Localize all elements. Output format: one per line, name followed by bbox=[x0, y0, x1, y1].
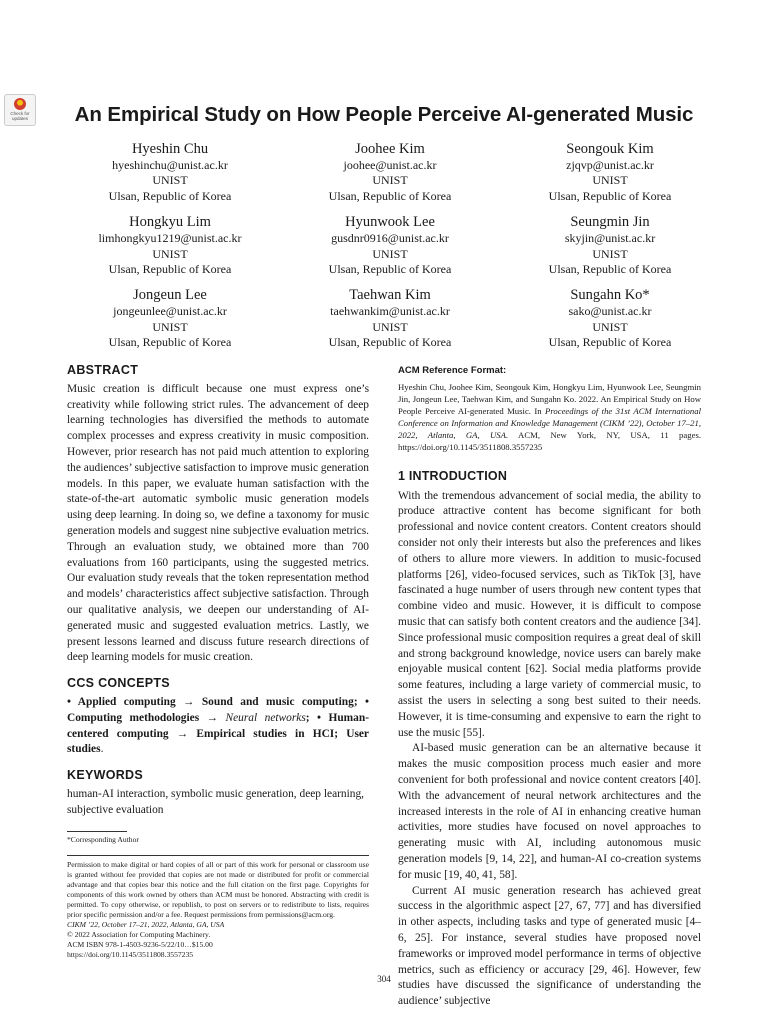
author-entry bbox=[500, 286, 720, 350]
permission-divider bbox=[67, 855, 369, 856]
permission-text: Permission to make digital or hard copies of all or part of this work for personal or classroom use is granted without fee provided that copies are not made or distributed for profit or commercial advantage and that copies bear this notice and the full citation on the first page. Copyrights for components of this work owned by others than ACM must be honored. Abstracting with credit is permitted. To copy otherwise, or republish, to post on servers or to redistribute to lists, requires prior specific permission and/or a fee. Request permissions from permissions@acm.org. bbox=[67, 859, 369, 919]
intro-paragraph: With the tremendous advancement of social media, the ability to produce attractive content has become significant for both professional and novice content creators. Content creators should consider not only their interests but also the preferences and likes of others to allure more viewers. In addition to music-focused platforms [26], video-focused services, such as TikTok [3], have fascinated a huge number of users through new content types that combine video and music. However, it is difficult to compose music that can satisfy both content creators and the audience [34]. Since professional music composition requires a great deal of skill and strong background knowledge, novice users can barely make enjoyable musical content [62]. Social media platforms provide some features, including a large variety of commercial music, to assist the users in selecting a song best suited to their needs. However, it is time-consuming and expensive to earn the right to use the music [55]. bbox=[398, 489, 701, 739]
acm-reference-tail: ACM, New York, NY, USA, 11 pages. https://doi.org/10.1145/3511808.3557235 bbox=[398, 429, 701, 452]
author-entry bbox=[60, 140, 280, 204]
author-name: Seungmin Jin bbox=[570, 214, 650, 231]
doi-link[interactable]: https://doi.org/10.1145/3511808.3557235 bbox=[67, 949, 194, 959]
author-email: jongeunlee@unist.ac.kr bbox=[113, 304, 227, 319]
left-column bbox=[67, 363, 369, 960]
abstract-heading: ABSTRACT bbox=[67, 363, 139, 377]
author-name: Hongkyu Lim bbox=[129, 214, 211, 231]
author-email: zjqvp@unist.ac.kr bbox=[566, 158, 654, 172]
check-for-updates-label: Check for updates bbox=[10, 111, 30, 121]
author-entry bbox=[500, 140, 720, 204]
author-location: Ulsan, Republic of Korea bbox=[328, 188, 452, 203]
intro-paragraph: AI-based music generation can be an alternative because it makes the music composition process much easier and more convenient for both professional and novice content creators [40]. With the advancement of neural network architectures and the increased interests in the role of AI in enhancing creative human activities, more studies have focused on novel approaches to generating music with AI, including autonomous music generation models [9, 14, 22], and human-AI co-creation systems for music [19, 40, 41, 58]. bbox=[398, 742, 701, 881]
author-location: Ulsan, Republic of Korea bbox=[548, 188, 672, 203]
author-email: gusdnr0916@unist.ac.kr bbox=[331, 231, 449, 246]
ccs-text bbox=[67, 695, 369, 758]
introduction-heading: 1 INTRODUCTION bbox=[398, 468, 508, 483]
author-location: Ulsan, Republic of Korea bbox=[108, 262, 232, 277]
footnote-divider bbox=[67, 831, 127, 832]
ccs-concept-1: • Applied computing → Sound and music computing bbox=[67, 695, 354, 708]
keywords-heading: KEYWORDS bbox=[67, 768, 144, 783]
author-affiliation: UNIST bbox=[592, 246, 628, 261]
introduction-body bbox=[398, 489, 701, 1010]
ccs-terminator: . bbox=[100, 743, 104, 756]
author-location: Ulsan, Republic of Korea bbox=[328, 262, 452, 277]
right-column bbox=[398, 363, 701, 1010]
author-email: sako@unist.ac.kr bbox=[568, 304, 652, 319]
author-location: Ulsan, Republic of Korea bbox=[548, 262, 672, 277]
author-affiliation: UNIST bbox=[592, 173, 628, 188]
author-affiliation: UNIST bbox=[592, 319, 628, 334]
author-entry bbox=[280, 213, 500, 277]
author-name: Hyeshin Chu bbox=[131, 141, 209, 157]
author-entry bbox=[280, 286, 500, 350]
author-location: Ulsan, Republic of Korea bbox=[108, 188, 232, 203]
author-affiliation: UNIST bbox=[372, 246, 408, 261]
ccs-concept-2: ; • Computing methodologies → bbox=[67, 695, 369, 724]
author-entry bbox=[60, 213, 280, 277]
author-name: Seongouk Kim bbox=[566, 141, 654, 157]
author-entry bbox=[280, 140, 500, 204]
ccs-heading: CCS CONCEPTS bbox=[67, 676, 170, 691]
author-name: Sungahn Ko* bbox=[570, 287, 650, 304]
acm-reference-authors: Hyeshin Chu, Joohee Kim, Seongouk Kim, Hongkyu Lim, Hyunwook Lee, Seungmin Jin, Jongeun Lee, Taehwan Kim, and Sungahn Ko. 2022. An Empirical Study on How People Perceive AI-generated Music. In bbox=[398, 381, 701, 416]
permission-block bbox=[67, 860, 369, 960]
author-affiliation: UNIST bbox=[372, 173, 408, 188]
author-entry bbox=[60, 286, 280, 350]
author-email: taehwankim@unist.ac.kr bbox=[330, 304, 450, 319]
conference-info: CIKM ’22, October 17–21, 2022, Atlanta, GA, USA bbox=[67, 919, 225, 929]
author-affiliation: UNIST bbox=[152, 246, 188, 261]
author-location: Ulsan, Republic of Korea bbox=[108, 335, 232, 350]
author-name: Jongeun Lee bbox=[133, 287, 207, 304]
paper-title: An Empirical Study on How People Perceive AI-generated Music bbox=[74, 103, 694, 126]
author-name: Joohee Kim bbox=[355, 141, 425, 157]
author-name: Hyunwook Lee bbox=[345, 214, 435, 231]
acm-reference-venue: Proceedings of the 31st ACM International Conference on Information and Knowledge Management (CIKM ’22), October 17–21, 2022, Atlanta, GA, USA. bbox=[398, 405, 701, 440]
author-affiliation: UNIST bbox=[152, 319, 188, 334]
author-name: Taehwan Kim bbox=[349, 287, 431, 304]
author-entry bbox=[500, 213, 720, 277]
author-location: Ulsan, Republic of Korea bbox=[328, 335, 452, 350]
abstract-text: Music creation is difficult because one must express one’s creativity while following strict rules. The advancement of deep learning technologies has diversified the methods to automate complex processes and express creativity in music composition. However, prior research has not paid much attention to exploring the audiences’ subjective satisfaction to improve music generation models. In this paper, we evaluate human satisfaction with the state-of-the-art automatic symbolic music generation models using deep learning. In doing so, we define a taxonomy for music generation models and suggest nine subjective evaluation metrics. Through an evaluation study, we obtained more than 700 evaluations from 160 participants, using the suggested metrics. Our evaluation study reveals that the token representation method and models’ characteristics affect subjective satisfaction. Through our qualitative analysis, we deepen our understanding of AI-generated music and suggested evaluation metrics. Lastly, we present lessons learned and discuss future research directions of deep learning models for music creation. bbox=[67, 382, 369, 664]
copyright-line: © 2022 Association for Computing Machinery. bbox=[67, 929, 211, 939]
author-email: skyjin@unist.ac.kr bbox=[564, 231, 656, 246]
author-affiliation: UNIST bbox=[152, 173, 188, 188]
author-email: joohee@unist.ac.kr bbox=[343, 158, 437, 172]
author-location: Ulsan, Republic of Korea bbox=[548, 335, 672, 350]
author-email: limhongkyu1219@unist.ac.kr bbox=[98, 231, 242, 246]
keywords-text: human-AI interaction, symbolic music generation, deep learning, subjective evaluation bbox=[67, 787, 365, 816]
isbn-line: ACM ISBN 978-1-4503-9236-5/22/10…$15.00 bbox=[67, 939, 213, 949]
acm-reference-heading: ACM Reference Format: bbox=[398, 365, 507, 376]
ccs-concept-3: ; • Human-centered computing → Empirical studies in HCI; User studies bbox=[67, 711, 369, 756]
ccs-concept-2-leaf: Neural networks bbox=[225, 711, 306, 724]
author-block bbox=[60, 140, 720, 351]
author-email: hyeshinchu@unist.ac.kr bbox=[112, 158, 228, 172]
corresponding-author-note: *Corresponding Author bbox=[67, 834, 139, 844]
page-number: 304 bbox=[377, 974, 391, 984]
acm-reference-text bbox=[398, 381, 701, 453]
intro-paragraph: Current AI music generation research has achieved great success in the algorithmic aspect [27, 67, 77] and has diversified in other aspects, including tasks and type of generated music [4–6, 25]. For instance, several studies have proposed novel frameworks or improved model performance in terms of objective metrics, such as efficiency or accuracy [29, 46]. However, few studies have discussed the significance of understanding the audience’ subjective bbox=[398, 884, 701, 1008]
author-affiliation: UNIST bbox=[372, 319, 408, 334]
